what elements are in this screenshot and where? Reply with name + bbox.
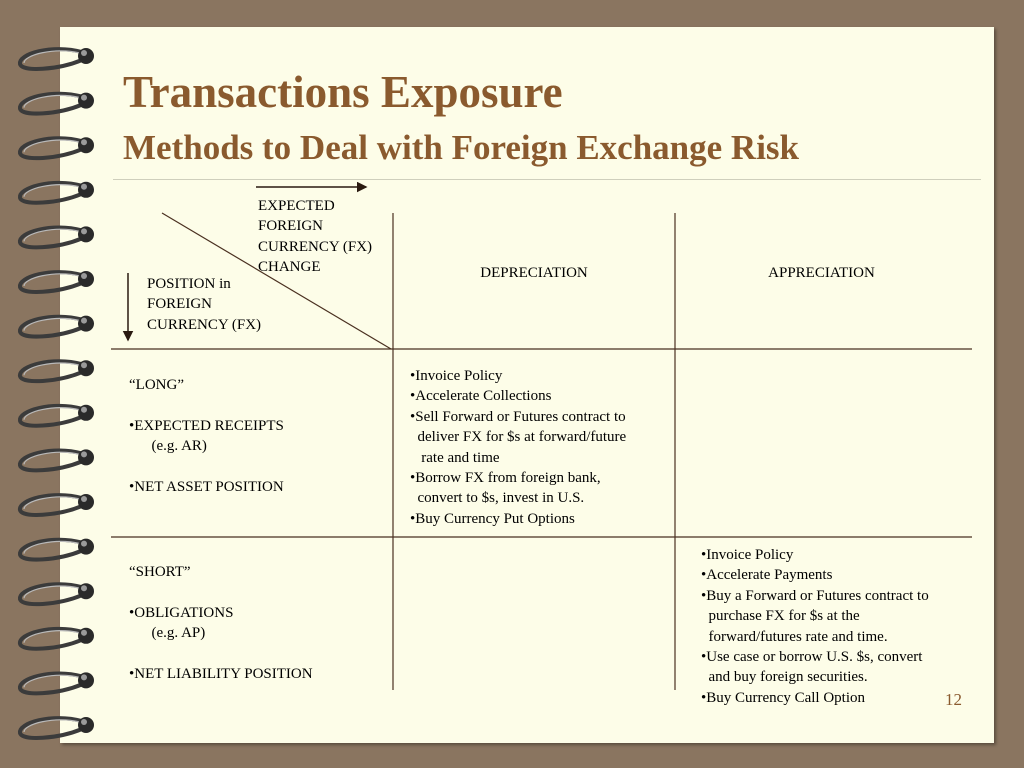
column-header-appreciation: APPRECIATION [768, 265, 875, 281]
slide-subtitle: Methods to Deal with Foreign Exchange Risk [123, 128, 800, 167]
row-axis-label: POSITION in FOREIGN CURRENCY (FX) [147, 276, 262, 333]
row-label-long: “LONG” •EXPECTED RECEIPTS (e.g. AR) •NET ASSET POSITION [129, 377, 284, 496]
row-label-short: “SHORT” •OBLIGATIONS (e.g. AP) •NET LIABILITY POSITION [129, 564, 313, 683]
column-axis-label: EXPECTED FOREIGN CURRENCY (FX) CHANGE [258, 198, 373, 276]
column-header-depreciation: DEPRECIATION [480, 265, 588, 281]
slide-title: Transactions Exposure [123, 67, 563, 117]
cell-short-appreciation: •Invoice Policy •Accelerate Payments •Buy a Forward or Futures contract to purchase FX for $s at the forward/futures rate and time. •Use case or borrow U.S. $s, convert and buy foreign securities. •Buy Currency Call Option [701, 547, 929, 706]
page-number: 12 [945, 690, 962, 709]
cell-long-depreciation: •Invoice Policy •Accelerate Collections •Sell Forward or Futures contract to deliver FX for $s at forward/future rate and time •Borrow FX from foreign bank, convert to $s, invest in U.S. •Buy Currency Put Options [410, 368, 627, 527]
